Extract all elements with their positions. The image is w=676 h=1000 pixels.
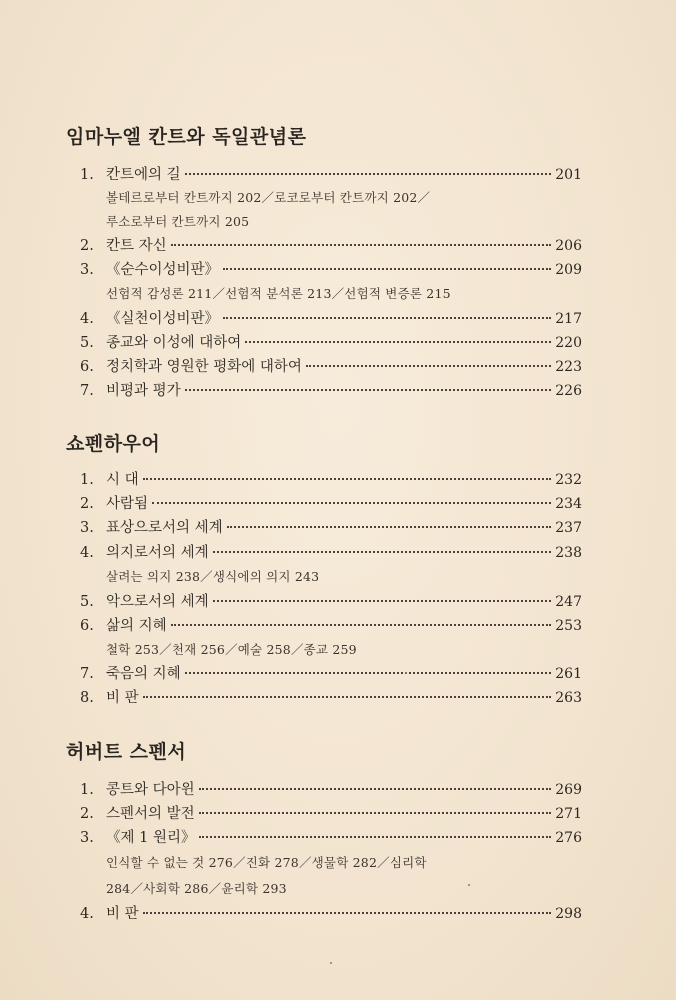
entry-page: 269: [555, 782, 582, 798]
subtopic-line: 인식할 수 없는 것 276／진화 278／생물학 282／심리학: [106, 855, 427, 870]
dot-leader: [227, 525, 552, 528]
entry-title: 《제 1 원리》: [106, 830, 196, 846]
toc-entry: [80, 468, 582, 490]
paper-speck: [330, 962, 332, 964]
subtopic-line: 철학 253／천재 256／예술 258／종교 259: [106, 642, 357, 657]
dot-leader: [213, 599, 552, 602]
entry-title: 정치학과 영원한 평화에 대하여: [106, 359, 302, 375]
toc-entry: [80, 234, 582, 256]
entry-title: 《순수이성비판》: [106, 262, 220, 278]
entry-page: 237: [555, 520, 582, 536]
entry-page: 223: [555, 359, 582, 375]
entry-number: 2.: [80, 806, 94, 822]
toc-entry: [80, 902, 582, 924]
dot-leader: [143, 477, 552, 480]
entry-title: 비 판: [106, 906, 139, 922]
entry-number: 5.: [80, 594, 94, 610]
subtopic-line: 284／사회학 286／윤리학 293: [106, 881, 287, 896]
entry-title: 표상으로서의 세계: [106, 520, 223, 536]
toc-entry: [80, 331, 582, 353]
dot-leader: [143, 911, 552, 914]
subtopic-line: 루소로부터 칸트까지 205: [106, 214, 250, 229]
entry-page: 220: [555, 335, 582, 351]
dot-leader: [143, 695, 552, 698]
entry-number: 3.: [80, 520, 94, 536]
entry-page: 217: [555, 311, 582, 327]
dot-leader: [185, 388, 552, 391]
entry-title: 스펜서의 발전: [106, 806, 195, 822]
entry-number: 4.: [80, 906, 94, 922]
entry-page: 238: [555, 545, 582, 561]
entry-page: 276: [555, 830, 582, 846]
entry-number: 4.: [80, 311, 94, 327]
entry-page: 201: [555, 167, 582, 183]
entry-page: 234: [555, 496, 582, 512]
entry-number: 1.: [80, 167, 94, 183]
dot-leader: [223, 267, 551, 270]
entry-title: 비평과 평가: [106, 383, 181, 399]
entry-title: 삶의 지혜: [106, 618, 167, 634]
toc-entry: [80, 492, 582, 514]
entry-page: 232: [555, 472, 582, 488]
entry-number: 2.: [80, 496, 94, 512]
entry-number: 4.: [80, 545, 94, 561]
dot-leader: [152, 501, 551, 504]
entry-title: 칸트 자신: [106, 238, 167, 254]
subtopic-line: 살려는 의지 238／생식에의 의지 243: [106, 569, 320, 584]
entry-page: 271: [555, 806, 582, 822]
toc-entry: [80, 541, 582, 563]
subtopic-line: 선험적 감성론 211／선험적 분석론 213／선험적 변증론 215: [106, 286, 451, 301]
toc-entry: [80, 686, 582, 708]
entry-title: 종교와 이성에 대하여: [106, 335, 242, 351]
entry-number: 1.: [80, 782, 94, 798]
entry-number: 6.: [80, 359, 94, 375]
subtopic-line: 볼테르로부터 칸트까지 202／로코로부터 칸트까지 202／: [106, 190, 431, 205]
entry-title: 사람됨: [106, 496, 149, 512]
entry-page: 261: [555, 666, 582, 682]
entry-page: 298: [555, 906, 582, 922]
entry-title: 콩트와 다아윈: [106, 782, 195, 798]
entry-page: 263: [555, 690, 582, 706]
toc-entry: [80, 802, 582, 824]
entry-page: 247: [555, 594, 582, 610]
toc-entry: [80, 778, 582, 800]
dot-leader: [245, 340, 551, 343]
toc-entry: [80, 590, 582, 612]
dot-leader: [185, 671, 552, 674]
entry-title: 시 대: [106, 472, 139, 488]
entry-number: 7.: [80, 666, 94, 682]
entry-number: 7.: [80, 383, 94, 399]
section-title-spencer: 허버트 스펜서: [66, 741, 187, 763]
entry-number: 2.: [80, 238, 94, 254]
entry-page: 253: [555, 618, 582, 634]
toc-entry: [80, 307, 582, 329]
entry-number: 6.: [80, 618, 94, 634]
toc-entry: [80, 516, 582, 538]
entry-page: 226: [555, 383, 582, 399]
section-title-kant: 임마누엘 칸트와 독일관념론: [66, 126, 307, 148]
dot-leader: [223, 316, 551, 319]
toc-entry: [80, 379, 582, 401]
dot-leader: [199, 835, 551, 838]
dot-leader: [199, 811, 552, 814]
toc-entry: [80, 662, 582, 684]
dot-leader: [171, 243, 552, 246]
toc-entry: [80, 258, 582, 280]
section-title-schopenhauer: 쇼펜하우어: [66, 433, 161, 455]
entry-page: 206: [555, 238, 582, 254]
entry-page: 209: [555, 262, 582, 278]
paper-speck: [468, 884, 470, 886]
dot-leader: [213, 550, 552, 553]
entry-number: 8.: [80, 690, 94, 706]
entry-number: 1.: [80, 472, 94, 488]
toc-entry: [80, 614, 582, 636]
entry-title: 《실천이성비판》: [106, 311, 220, 327]
paper-speck: [405, 672, 407, 674]
entry-number: 3.: [80, 830, 94, 846]
dot-leader: [199, 787, 552, 790]
entry-title: 의지로서의 세계: [106, 545, 209, 561]
dot-leader: [171, 623, 552, 626]
entry-title: 비 판: [106, 690, 139, 706]
entry-number: 5.: [80, 335, 94, 351]
entry-number: 3.: [80, 262, 94, 278]
entry-title: 칸트에의 길: [106, 167, 181, 183]
toc-entry: [80, 163, 582, 185]
entry-title: 악으로서의 세계: [106, 594, 209, 610]
toc-entry: [80, 826, 582, 848]
toc-entry: [80, 355, 582, 377]
dot-leader: [306, 364, 551, 367]
dot-leader: [185, 172, 552, 175]
entry-title: 죽음의 지혜: [106, 666, 181, 682]
